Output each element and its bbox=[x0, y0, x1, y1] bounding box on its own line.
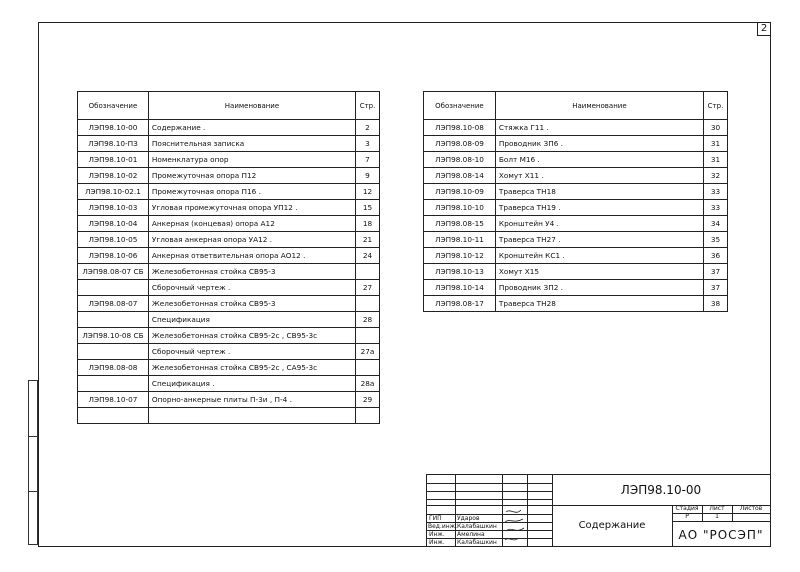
row-designation bbox=[78, 344, 149, 360]
row-page: 12 bbox=[356, 184, 380, 200]
row-page: 28 bbox=[356, 312, 380, 328]
row-page: 27а bbox=[356, 344, 380, 360]
role-label: Инж. bbox=[429, 531, 445, 538]
row-name: Опорно-анкерные плиты П-3и , П-4 . bbox=[148, 392, 355, 408]
row-name: Анкерная (концевая) опора А12 bbox=[148, 216, 355, 232]
table-row bbox=[78, 392, 380, 408]
title-block bbox=[426, 474, 771, 547]
header-page: Стр. bbox=[704, 92, 728, 120]
sheet-label: Лист bbox=[709, 505, 725, 512]
row-page: 30 bbox=[704, 120, 728, 136]
role-label: ГИП bbox=[429, 515, 442, 522]
row-designation: ЛЭП98.08-15 bbox=[424, 216, 496, 232]
table-row bbox=[424, 280, 728, 296]
row-designation: ЛЭП98.10-04 bbox=[78, 216, 149, 232]
row-designation: ЛЭП98.10-07 bbox=[78, 392, 149, 408]
row-name: Проводник ЗП6 . bbox=[495, 136, 703, 152]
row-designation: ЛЭП98.08-10 bbox=[424, 152, 496, 168]
table-row bbox=[78, 360, 380, 376]
table-row bbox=[424, 184, 728, 200]
row-page bbox=[356, 408, 380, 424]
table-row bbox=[78, 328, 380, 344]
row-page: 9 bbox=[356, 168, 380, 184]
row-name: Номенклатура опор bbox=[148, 152, 355, 168]
row-page: 24 bbox=[356, 248, 380, 264]
row-designation: ЛЭП98.10-14 bbox=[424, 280, 496, 296]
row-designation: ЛЭП98.10-11 bbox=[424, 232, 496, 248]
row-name: Кронштейн КС1 . bbox=[495, 248, 703, 264]
row-page: 29 bbox=[356, 392, 380, 408]
row-name: Анкерная ответвительная опора АО12 . bbox=[148, 248, 355, 264]
role-label: Инж. bbox=[429, 539, 445, 546]
row-name: Промежуточная опора П16 . bbox=[148, 184, 355, 200]
row-page: 28а bbox=[356, 376, 380, 392]
doc-title: Содержание bbox=[578, 520, 646, 531]
binding-strip-divider bbox=[29, 436, 37, 437]
header-designation: Обозначение bbox=[78, 92, 149, 120]
row-designation: ЛЭП98.08-07 СБ bbox=[78, 264, 149, 280]
doc-code: ЛЭП98.10-00 bbox=[620, 483, 702, 497]
row-name: Сборочный чертеж . bbox=[148, 344, 355, 360]
role-label: Вед.инж. bbox=[428, 523, 457, 530]
row-name: Железобетонная стойка СВ95-2с , СА95-3с bbox=[148, 360, 355, 376]
row-designation: ЛЭП98.10-12 bbox=[424, 248, 496, 264]
sheet-number-box: 2 bbox=[757, 22, 771, 36]
row-designation bbox=[78, 408, 149, 424]
row-page bbox=[356, 296, 380, 312]
header-page: Стр. bbox=[356, 92, 380, 120]
row-name: Железобетонная стойка СВ95-2с , СВ95-3с bbox=[148, 328, 355, 344]
row-name: Спецификация . bbox=[148, 376, 355, 392]
row-name: Угловая промежуточная опора УП12 . bbox=[148, 200, 355, 216]
row-designation: ЛЭП98.10-13 bbox=[424, 264, 496, 280]
table-row bbox=[424, 168, 728, 184]
row-page bbox=[356, 360, 380, 376]
table-row bbox=[78, 216, 380, 232]
row-page: 36 bbox=[704, 248, 728, 264]
row-designation: ЛЭП98.10-03 bbox=[78, 200, 149, 216]
table-row bbox=[424, 216, 728, 232]
table-row bbox=[424, 248, 728, 264]
table-row bbox=[78, 312, 380, 328]
row-page: 31 bbox=[704, 136, 728, 152]
row-designation: ЛЭП98.08-07 bbox=[78, 296, 149, 312]
row-designation bbox=[78, 312, 149, 328]
row-page: 34 bbox=[704, 216, 728, 232]
table-row bbox=[78, 152, 380, 168]
row-page: 27 bbox=[356, 280, 380, 296]
row-name: Железобетонная стойка СВ95-3 bbox=[148, 264, 355, 280]
table-row bbox=[424, 152, 728, 168]
table-row bbox=[78, 136, 380, 152]
row-page: 2 bbox=[356, 120, 380, 136]
header-name: Наименование bbox=[148, 92, 355, 120]
table-row bbox=[424, 264, 728, 280]
row-page: 37 bbox=[704, 280, 728, 296]
row-name: Промежуточная опора П12 bbox=[148, 168, 355, 184]
table-row bbox=[78, 296, 380, 312]
row-designation bbox=[78, 280, 149, 296]
header-name: Наименование bbox=[495, 92, 703, 120]
binding-strip-divider bbox=[29, 491, 37, 492]
row-page: 7 bbox=[356, 152, 380, 168]
table-row bbox=[78, 280, 380, 296]
row-page bbox=[356, 264, 380, 280]
row-designation: ЛЭП98.10-00 bbox=[78, 120, 149, 136]
table-row bbox=[78, 264, 380, 280]
signatures-drawing bbox=[503, 506, 527, 546]
row-name: Хомут Х15 bbox=[495, 264, 703, 280]
row-name bbox=[148, 408, 355, 424]
table-row bbox=[78, 200, 380, 216]
row-designation: ЛЭП98.10-10 bbox=[424, 200, 496, 216]
table-row bbox=[78, 344, 380, 360]
table-row bbox=[78, 248, 380, 264]
contents-table-right bbox=[423, 91, 728, 312]
row-designation: ЛЭП98.10-06 bbox=[78, 248, 149, 264]
row-name: Траверса ТН28 bbox=[495, 296, 703, 312]
table-row bbox=[424, 120, 728, 136]
table-row bbox=[78, 120, 380, 136]
signer-name: Амелина bbox=[457, 531, 485, 538]
row-page: 37 bbox=[704, 264, 728, 280]
organization: АО "РОСЭП" bbox=[678, 528, 764, 542]
row-page: 35 bbox=[704, 232, 728, 248]
row-designation: ЛЭП98.10-01 bbox=[78, 152, 149, 168]
row-name: Стяжка Г11 . bbox=[495, 120, 703, 136]
row-page: 33 bbox=[704, 184, 728, 200]
binding-strip bbox=[28, 380, 38, 545]
row-name: Содержание . bbox=[148, 120, 355, 136]
row-designation: ЛЭП98.10-08 bbox=[424, 120, 496, 136]
row-page: 32 bbox=[704, 168, 728, 184]
row-designation: ЛЭП98.08-09 bbox=[424, 136, 496, 152]
table-row bbox=[424, 296, 728, 312]
table-row bbox=[424, 200, 728, 216]
row-designation: ЛЭП98.08-14 bbox=[424, 168, 496, 184]
row-designation: ЛЭП98.08-17 bbox=[424, 296, 496, 312]
row-page: 21 bbox=[356, 232, 380, 248]
table-row bbox=[424, 232, 728, 248]
row-page: 31 bbox=[704, 152, 728, 168]
row-page bbox=[356, 328, 380, 344]
row-name: Пояснительная записка bbox=[148, 136, 355, 152]
signer-name: Калабашкин bbox=[457, 539, 497, 546]
row-name: Кронштейн У4 . bbox=[495, 216, 703, 232]
row-name: Угловая анкерная опора УА12 . bbox=[148, 232, 355, 248]
table-row bbox=[78, 408, 380, 424]
row-page: 38 bbox=[704, 296, 728, 312]
signer-name: Ударов bbox=[457, 515, 480, 522]
row-name: Проводник ЗП2 . bbox=[495, 280, 703, 296]
row-page: 33 bbox=[704, 200, 728, 216]
row-name: Болт М16 . bbox=[495, 152, 703, 168]
row-page: 18 bbox=[356, 216, 380, 232]
row-designation: ЛЭП98.10-02 bbox=[78, 168, 149, 184]
contents-table-left bbox=[77, 91, 380, 424]
table-row bbox=[78, 376, 380, 392]
table-row bbox=[78, 168, 380, 184]
row-designation: ЛЭП98.08-08 bbox=[78, 360, 149, 376]
stage-value: Р bbox=[685, 513, 689, 520]
header-designation: Обозначение bbox=[424, 92, 496, 120]
row-designation bbox=[78, 376, 149, 392]
sheets-label: Листов bbox=[739, 505, 763, 512]
row-designation: ЛЭП98.10-09 bbox=[424, 184, 496, 200]
row-designation: ЛЭП98.10-02.1 bbox=[78, 184, 149, 200]
row-name: Железобетонная стойка СВ95-3 bbox=[148, 296, 355, 312]
table-row bbox=[78, 184, 380, 200]
row-designation: ЛЭП98.10-05 bbox=[78, 232, 149, 248]
row-name: Хомут Х11 . bbox=[495, 168, 703, 184]
row-designation: ЛЭП98.10-08 СБ bbox=[78, 328, 149, 344]
sheet-value: 1 bbox=[715, 513, 719, 520]
signer-name: Калабашкин bbox=[457, 523, 497, 530]
row-name: Траверса ТН27 . bbox=[495, 232, 703, 248]
row-page: 3 bbox=[356, 136, 380, 152]
table-row bbox=[78, 232, 380, 248]
stage-label: Стадия bbox=[675, 505, 699, 512]
table-row bbox=[424, 136, 728, 152]
row-name: Сборочный чертеж . bbox=[148, 280, 355, 296]
row-name: Траверса ТН19 . bbox=[495, 200, 703, 216]
row-name: Траверса ТН18 bbox=[495, 184, 703, 200]
row-page: 15 bbox=[356, 200, 380, 216]
row-designation: ЛЭП98.10-ПЗ bbox=[78, 136, 149, 152]
row-name: Спецификация bbox=[148, 312, 355, 328]
